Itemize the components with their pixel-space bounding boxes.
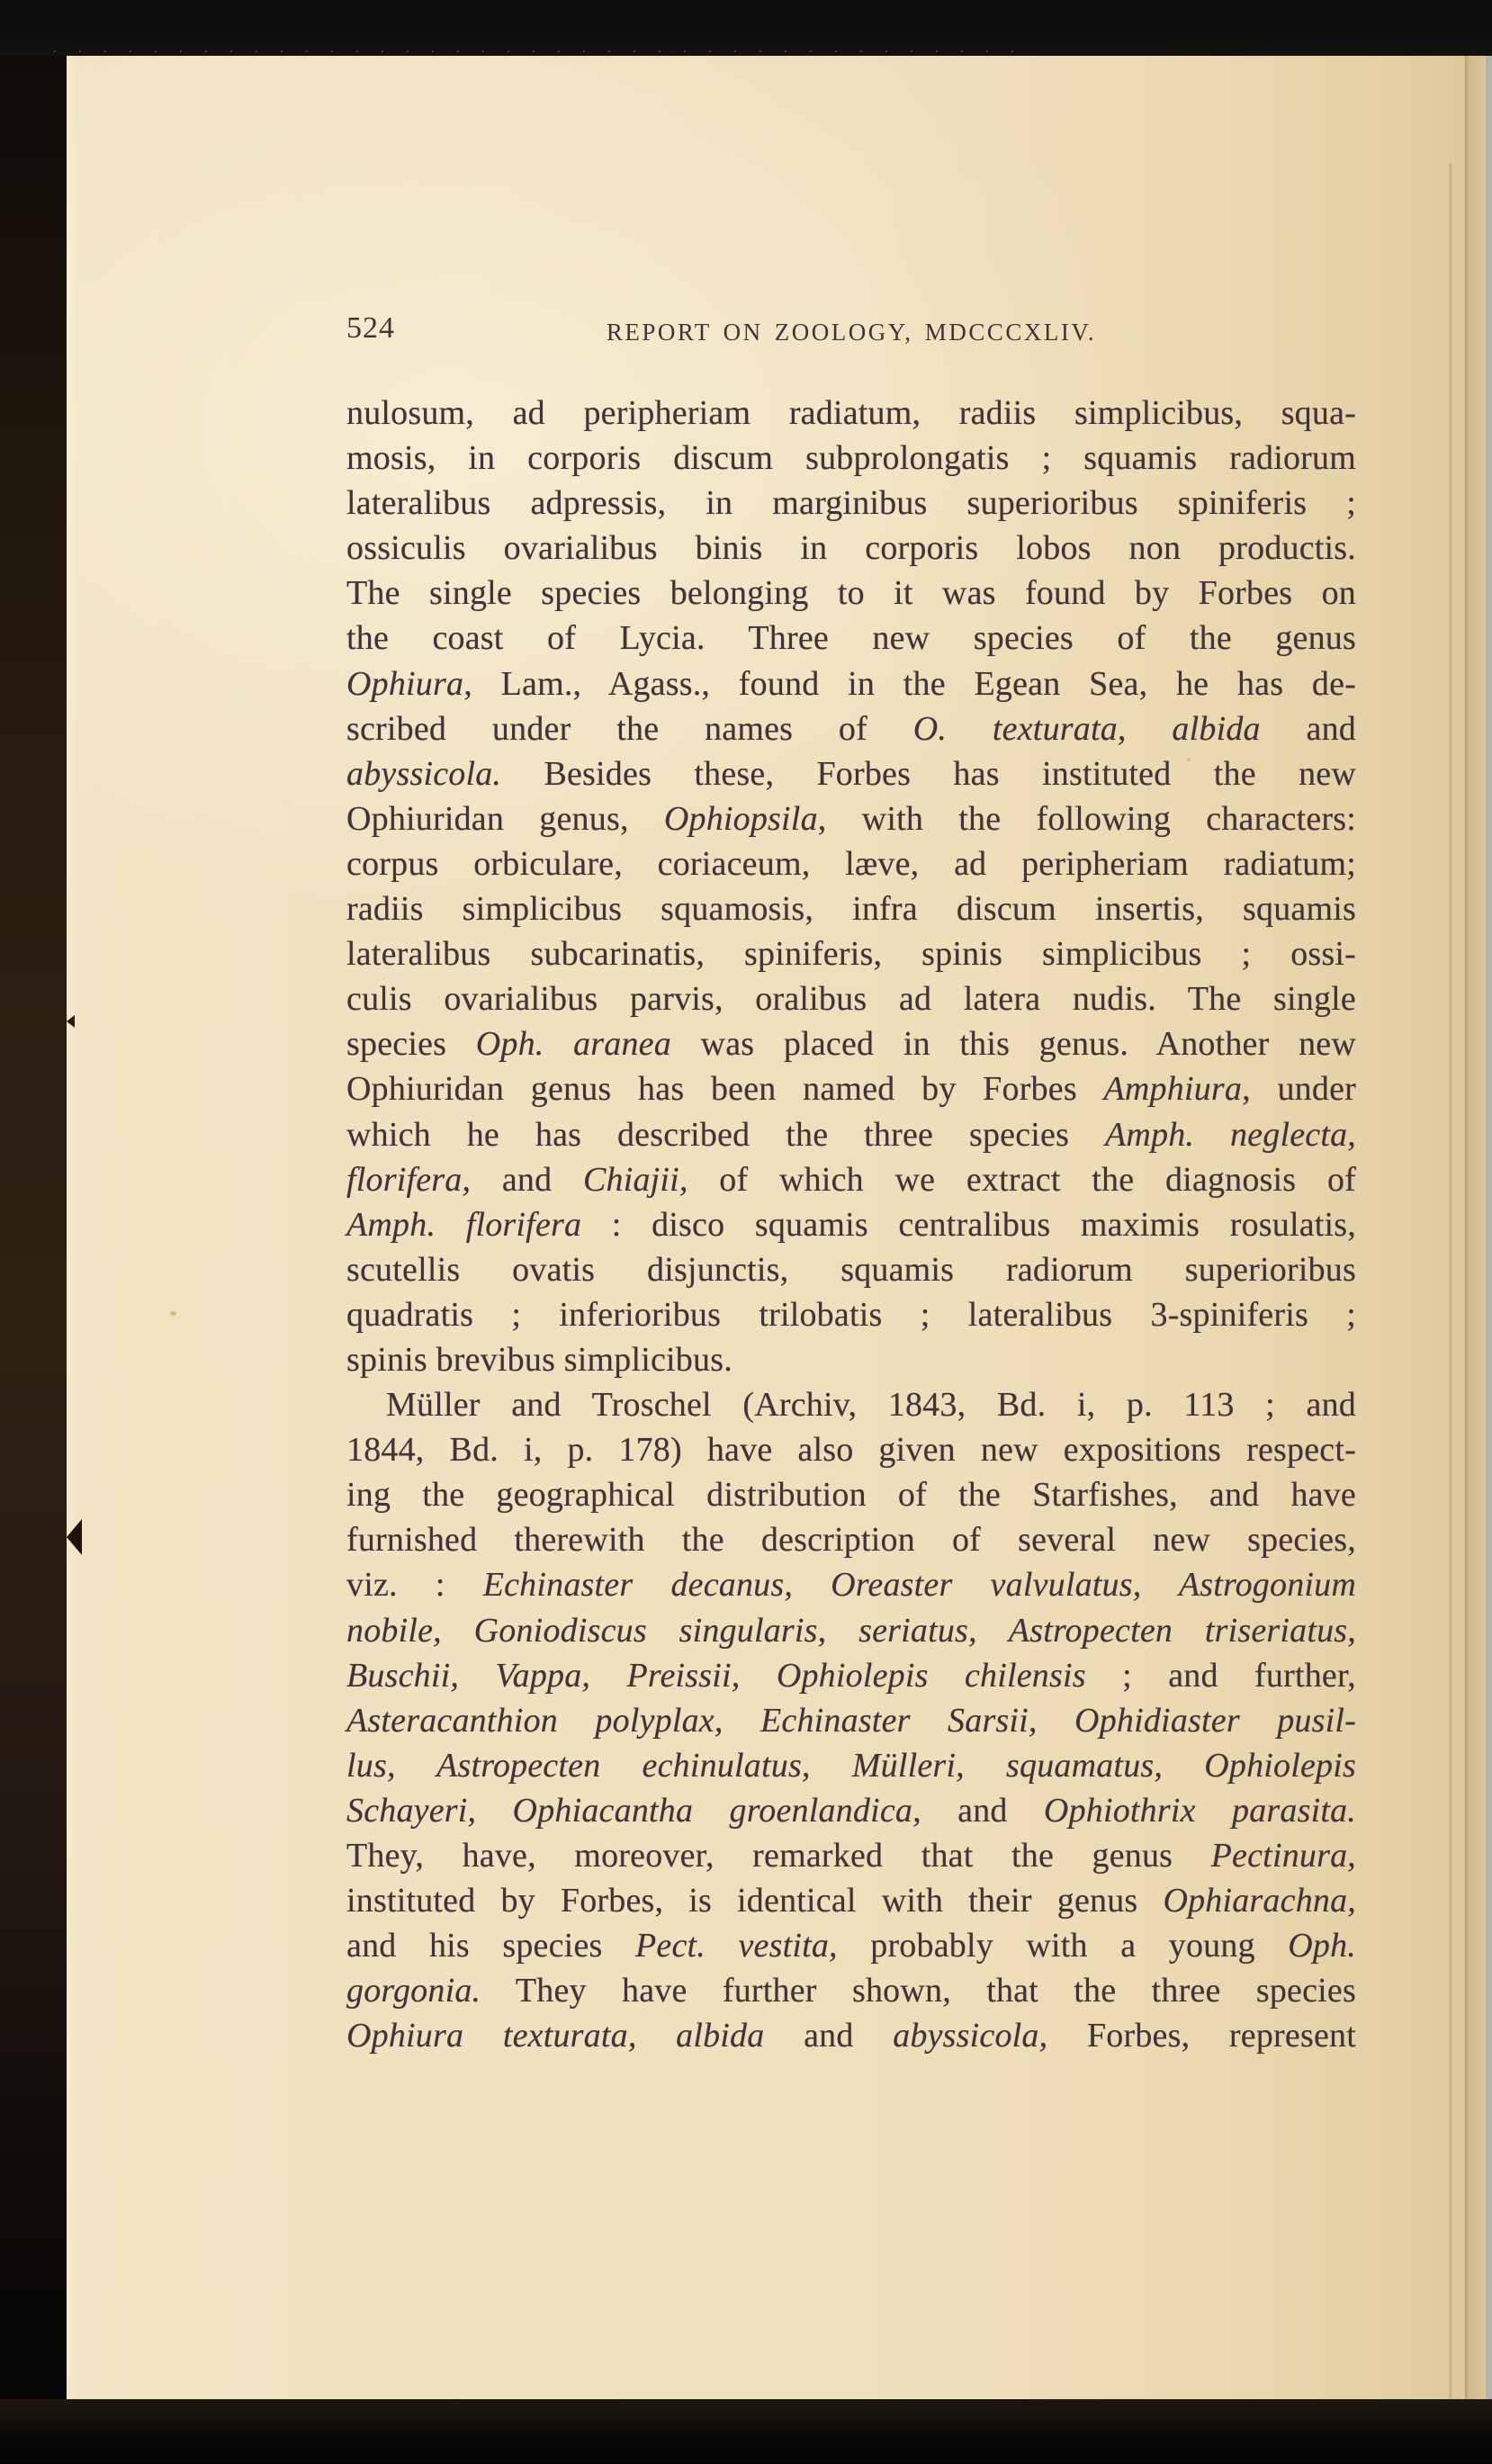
text-line <box>346 1112 1356 1157</box>
species-name-italic: Chiajii, <box>582 1160 688 1199</box>
text-segment: and <box>471 1160 583 1199</box>
text-segment: They have further shown, that the three species <box>481 1972 1356 2010</box>
text-segment: : disco squamis centralibus maximis rosulatis, <box>581 1205 1356 1244</box>
species-name-italic: Ophiura texturata, albida <box>346 2017 765 2055</box>
text-segment: scribed under the names of <box>346 709 913 748</box>
species-name-italic: Ophiopsila <box>663 799 818 838</box>
next-page-edge <box>1486 56 1492 2399</box>
text-line <box>346 1743 1356 1788</box>
species-name-italic: Amph. neglecta, <box>1104 1115 1356 1154</box>
text-segment: The single species belonging to it was found by Forbes on <box>346 574 1356 613</box>
species-name-italic: Amph. florifera <box>346 1205 582 1244</box>
text-line <box>346 1968 1356 2013</box>
text-line <box>346 796 1356 841</box>
scan-dust-line <box>54 50 1026 52</box>
paragraph <box>346 391 1356 1382</box>
text-segment: and <box>764 2017 894 2055</box>
species-name-italic: Pect. vestita, <box>634 1927 838 1965</box>
text-segment: furnished therewith the description of several new species, <box>346 1521 1356 1560</box>
text-line <box>346 1066 1356 1111</box>
text-line <box>346 1202 1356 1247</box>
page-left-edge <box>67 56 79 2399</box>
text-segment: quadratis ; inferioribus trilobatis ; lateralibus 3-spiniferis ; <box>346 1295 1356 1334</box>
text-segment: nulosum, ad peripheriam radiatum, radiis simplicibus, squa- <box>346 394 1356 432</box>
body-text <box>346 391 1356 2058</box>
text-line <box>346 1878 1356 1923</box>
book-page <box>67 56 1492 2399</box>
species-name-italic: abyssicola. <box>346 754 502 793</box>
text-segment: ossiculis ovarialibus binis in corporis lobos non productis. <box>346 529 1356 568</box>
text-segment: which he has described the three species <box>346 1115 1105 1154</box>
text-line <box>346 571 1356 616</box>
text-line <box>346 1247 1356 1292</box>
text-line <box>346 616 1356 661</box>
text-line <box>346 1653 1356 1698</box>
text-segment: the coast of Lycia. Three new species of the genus <box>346 619 1356 658</box>
text-segment: lateralibus adpressis, in marginibus superioribus spiniferis ; <box>346 484 1356 523</box>
text-segment: , with the following characters: <box>817 799 1356 838</box>
text-line <box>346 2013 1356 2058</box>
book-gutter-shadow <box>0 56 68 2399</box>
text-line <box>346 706 1356 751</box>
text-line <box>346 1923 1356 1968</box>
text-segment: Besides these, Forbes has instituted the new <box>501 754 1356 793</box>
text-segment: 1844, Bd. i, p. 178) have also given new expositions respect- <box>346 1431 1356 1470</box>
text-line <box>346 436 1356 481</box>
text-line <box>346 1698 1356 1743</box>
species-name-italic: Ophiarachna, <box>1163 1882 1356 1920</box>
scan-background-top <box>0 0 1492 56</box>
page-crease <box>1449 164 1452 2399</box>
text-segment: ing the geographical distribution of the Starfishes, and have <box>346 1476 1356 1515</box>
species-name-italic: Ophiura <box>346 664 464 703</box>
species-name-italic: Ophiothrix parasita. <box>1043 1791 1356 1830</box>
text-segment: corpus orbiculare, coriaceum, læve, ad peripheriam radiatum; <box>346 844 1356 883</box>
species-name-italic: nobile, Goniodiscus singularis, seriatus, Astropecten triseriatus, <box>346 1611 1356 1650</box>
text-segment: lateralibus subcarinatis, spiniferis, spinis simplicibus ; ossi- <box>346 935 1356 974</box>
species-name-italic: Asteracanthion polyplax, Echinaster Sarsii, Ophidiaster pusil- <box>346 1701 1356 1740</box>
text-segment <box>1127 710 1173 748</box>
text-line <box>346 1517 1356 1562</box>
species-name-italic: Buschii, Vappa, Preissii, Ophiolepis chilensis <box>346 1656 1086 1695</box>
text-line <box>346 931 1356 976</box>
text-segment: probably with a young <box>837 1927 1289 1965</box>
text-line <box>346 391 1356 436</box>
species-name-italic: gorgonia. <box>346 1972 481 2010</box>
text-line <box>346 1021 1356 1066</box>
text-segment: instituted by Forbes, is identical with their genus <box>346 1882 1164 1920</box>
species-name-italic: Pectinura, <box>1210 1837 1356 1875</box>
text-line <box>346 1292 1356 1337</box>
species-name-italic: abyssicola, <box>893 2017 1048 2055</box>
text-line <box>346 751 1356 796</box>
text-segment: Ophiuridan genus has been named by Forbes <box>346 1070 1104 1109</box>
text-line <box>346 1833 1356 1878</box>
paragraph <box>346 1382 1356 2058</box>
species-name-italic: florifera, <box>346 1160 472 1199</box>
text-line <box>346 841 1356 886</box>
text-line <box>346 1427 1356 1472</box>
running-header: REPORT ON ZOOLOGY, MDCCCXLIV. <box>606 319 1097 346</box>
text-line <box>346 481 1356 526</box>
scan-background-bottom <box>0 2399 1492 2464</box>
text-segment: ; and further, <box>1085 1656 1356 1695</box>
text-line <box>346 1472 1356 1517</box>
text-segment: , under <box>1242 1070 1356 1109</box>
text-segment: They, have, moreover, remarked that the genus <box>346 1837 1211 1875</box>
text-segment: and his species <box>346 1927 635 1965</box>
text-line <box>346 1788 1356 1833</box>
text-segment: species <box>346 1025 476 1064</box>
text-line <box>346 661 1356 706</box>
text-line <box>346 1608 1356 1653</box>
text-line <box>346 526 1356 571</box>
text-segment: was placed in this genus. Another new <box>670 1025 1356 1064</box>
species-name-italic: Echinaster decanus, Oreaster valvulatus, Astrogonium <box>482 1566 1357 1605</box>
paper-speck <box>170 1311 176 1316</box>
text-segment: scutellis ovatis disjunctis, squamis radiorum superioribus <box>346 1250 1356 1289</box>
species-name-italic: albida <box>1172 709 1261 748</box>
species-name-italic: lus, Astropecten echinulatus, Mülleri, squamatus, Ophiolepis <box>346 1746 1356 1785</box>
page-edge-notch <box>67 1519 82 1555</box>
text-segment: spinis brevibus simplicibus. <box>346 1340 733 1379</box>
species-name-italic: Oph. aranea <box>475 1025 671 1064</box>
text-segment: of which we extract the diagnosis of <box>688 1160 1356 1199</box>
page-edge-notch <box>67 1015 75 1028</box>
text-segment: and <box>921 1791 1044 1830</box>
text-line <box>346 1157 1356 1202</box>
text-segment: Ophiuridan genus, <box>346 799 664 838</box>
species-name-italic: Oph. <box>1288 1927 1356 1965</box>
species-name-italic: Schayeri, Ophiacantha groenlandica, <box>346 1791 921 1830</box>
text-segment: mosis, in corporis discum subprolongatis ; squamis radiorum <box>346 439 1356 478</box>
text-line <box>346 886 1356 931</box>
species-name-italic: O. texturata, <box>912 709 1127 748</box>
text-segment: radiis simplicibus squamosis, infra discum insertis, squamis <box>346 890 1356 929</box>
text-segment: Forbes, represent <box>1047 2017 1356 2055</box>
text-line <box>346 1562 1356 1607</box>
text-segment: , Lam., Agass., found in the Egean Sea, he has de- <box>463 664 1356 703</box>
text-line <box>346 1337 1356 1382</box>
text-line <box>346 976 1356 1021</box>
page-number: 524 <box>346 311 395 345</box>
text-line <box>346 1382 1356 1427</box>
page-curl-edge <box>1465 56 1486 2399</box>
text-segment: and <box>1260 709 1356 748</box>
text-segment: Müller and Troschel (Archiv, 1843, Bd. i, p. 113 ; and <box>386 1386 1356 1425</box>
text-segment: viz. : <box>346 1566 483 1605</box>
species-name-italic: Amphiura <box>1103 1070 1243 1109</box>
text-segment: culis ovarialibus parvis, oralibus ad latera nudis. The single <box>346 980 1356 1019</box>
